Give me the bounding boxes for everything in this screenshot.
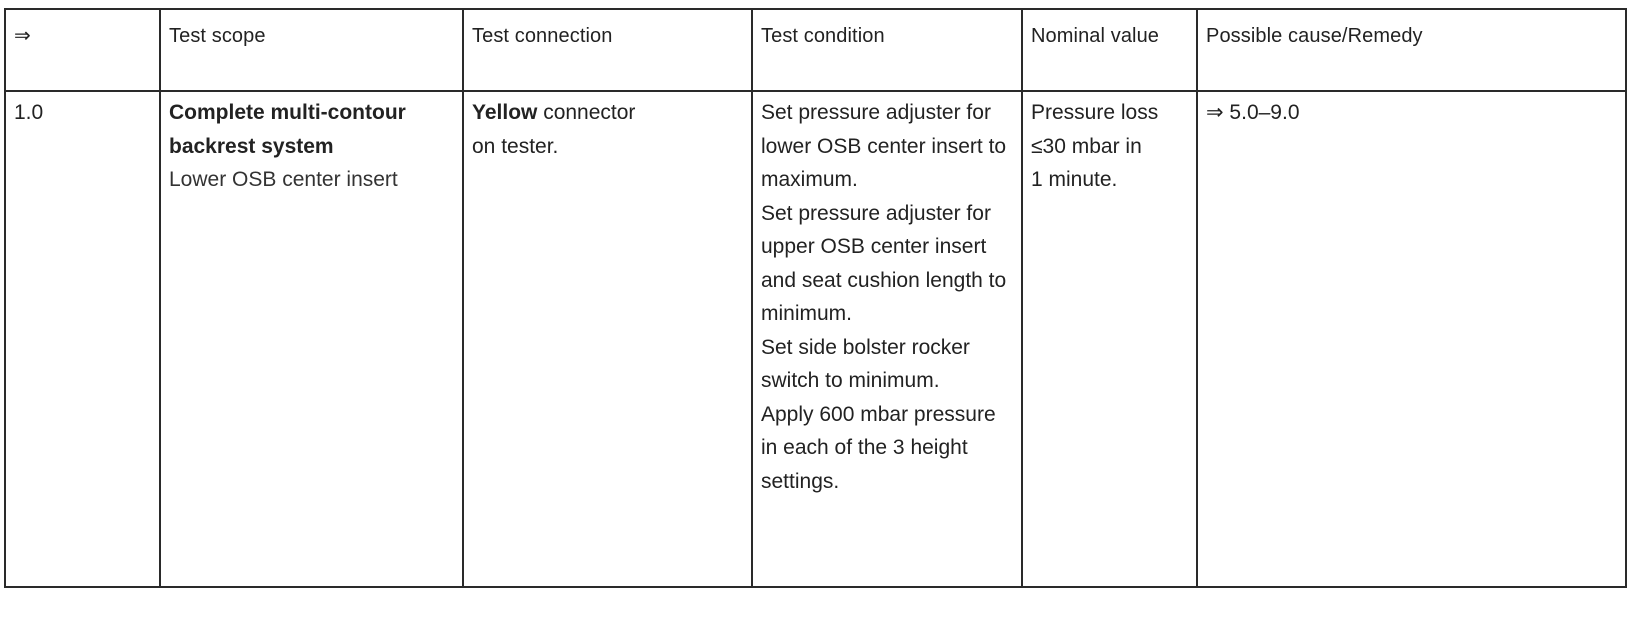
- nominal-value-cell: [1022, 91, 1197, 587]
- table-row: [5, 91, 1626, 587]
- nominal-line: Pressure loss: [1031, 101, 1159, 124]
- scope-title-line-2: backrest system: [169, 134, 334, 158]
- condition-line: settings.: [761, 469, 840, 493]
- header-test-connection: Test connection: [463, 9, 752, 91]
- condition-line: Apply 600 mbar pressure: [761, 402, 996, 426]
- scope-title-line-1: Complete multi-contour: [169, 101, 406, 124]
- connection-line-1: [472, 96, 743, 130]
- condition-line: Set pressure adjuster for: [761, 101, 991, 124]
- connection-color: Yellow: [472, 101, 538, 124]
- remedy-reference: ⇒ 5.0–9.0: [1206, 101, 1300, 124]
- condition-line: switch to minimum.: [761, 369, 940, 392]
- connection-line-2: on tester.: [472, 134, 559, 158]
- condition-line: and seat cushion length to: [761, 268, 1007, 292]
- condition-line: minimum.: [761, 302, 853, 325]
- condition-line: maximum.: [761, 168, 858, 191]
- header-arrow: ⇒: [5, 9, 160, 91]
- condition-line: Set side bolster rocker: [761, 335, 970, 359]
- condition-line: upper OSB center insert: [761, 235, 987, 258]
- nominal-line: 1 minute.: [1031, 168, 1118, 191]
- header-row: [5, 9, 1626, 91]
- step-number: 1.0: [14, 101, 44, 124]
- condition-line: in each of the 3 height: [761, 436, 968, 459]
- test-scope-cell: [160, 91, 463, 587]
- test-connection-cell: [463, 91, 752, 587]
- header-possible-cause: Possible cause/Remedy: [1197, 9, 1626, 91]
- header-test-condition: Test condition: [752, 9, 1022, 91]
- header-nominal-value: Nominal value: [1022, 9, 1197, 91]
- connection-text-1: connector: [537, 101, 636, 124]
- step-number-cell: [5, 91, 160, 587]
- condition-line: Set pressure adjuster for: [761, 201, 991, 225]
- test-table: [4, 8, 1627, 588]
- possible-cause-cell: [1197, 91, 1626, 587]
- condition-line: lower OSB center insert to: [761, 134, 1007, 158]
- header-test-scope: Test scope: [160, 9, 463, 91]
- scope-subtitle: Lower OSB center insert: [169, 168, 398, 191]
- nominal-line: ≤30 mbar in: [1031, 134, 1142, 158]
- test-condition-cell: [752, 91, 1022, 587]
